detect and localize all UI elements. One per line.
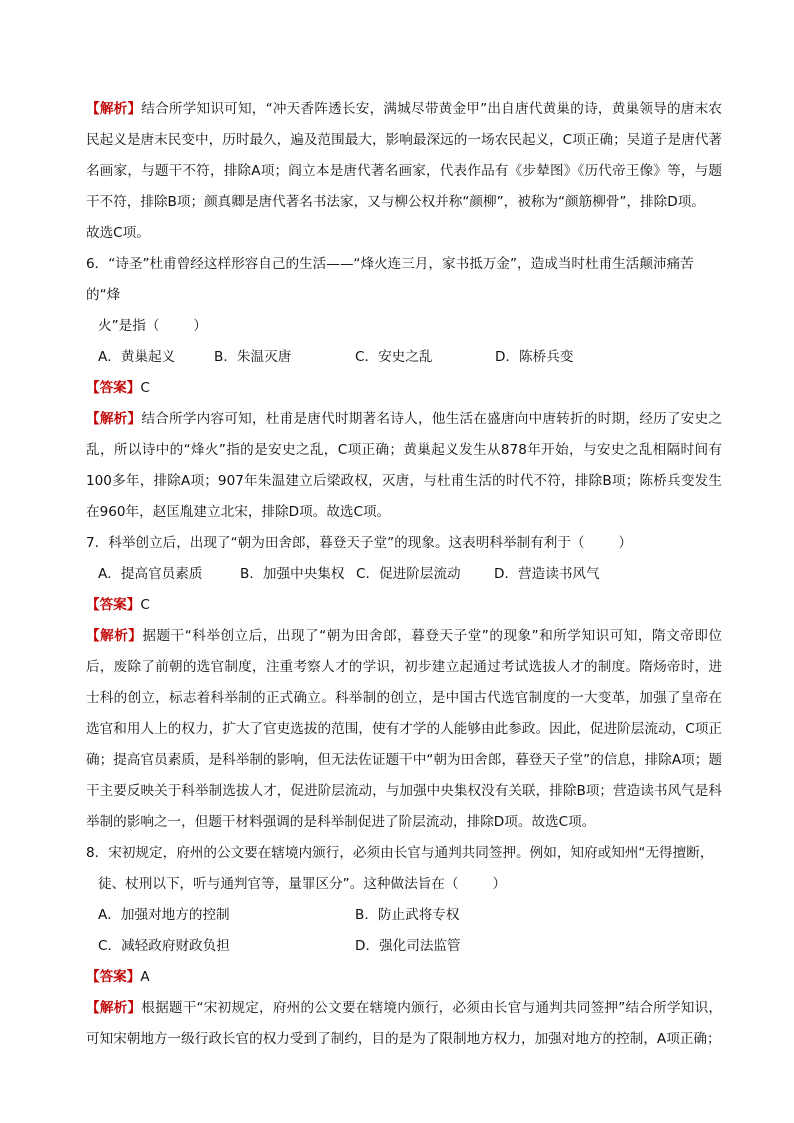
- answer-label: 【答案】: [86, 597, 141, 613]
- analysis-text-line: 画家，与题干不符，排除A项；阎立本是唐代著名画家，代表作品有《步辇图》《历代帝王像》等，与题: [99, 163, 723, 179]
- q8-option-c: C．减轻政府财政负担: [98, 938, 230, 954]
- analysis-text-line: 多年，排除A项；907年朱温建立后梁政权，灭唐，与杜甫生活的时代不符，排除B项；陈桥兵变发生在960: [86, 473, 722, 520]
- q6-analysis: [86, 404, 722, 528]
- q8-analysis: [86, 993, 722, 1055]
- q6-stem-line1: 6．“诗圣”杜甫曾经这样形容自己的生活——“烽火连三月，家书抵万金”，造成当时杜甫生活颠沛痛苦的“烽: [86, 256, 694, 303]
- q7-option-c: C．促进阶层流动: [356, 566, 461, 582]
- q7-option-b: B．加强中央集权: [240, 566, 345, 582]
- q6-stem-line2: 火”是指（: [98, 318, 160, 334]
- q6-options: [86, 342, 722, 373]
- analysis-text-line: 根据题干“宋初规定，府州的公文要在辖境内颁行，必须由长官与通判共同签押”结合所学知识，可: [86, 1000, 722, 1047]
- q8-options-row2: [86, 931, 722, 962]
- q7-stem-close: ）: [618, 535, 633, 551]
- analysis-text-line: 结合所学内容可知，杜甫是唐代时期著名诗人，他生活在盛唐向中唐转折的时期，经历了安史之: [141, 411, 722, 427]
- analysis-text-line: 据题干“科举创立后，出现了“朝为田舍郎，暮登天子堂”的现象”和所学知识可知，隋文帝即位后，: [86, 628, 723, 675]
- analysis-text-line: 提高官员素质，是科举制的影响，但无法佐证题干中“朝为田舍郎，暮登天子堂”的信息，排除A项；题干: [86, 752, 723, 799]
- q8-options-row1: [86, 900, 722, 931]
- analysis-label: 【解析】: [86, 628, 143, 644]
- q6-option-c: C．安史之乱: [355, 349, 433, 365]
- analysis-text-line: 知宋朝地方一级行政长官的权力受到了制约，目的是为了限制地方权力，加强对地方的控制，A项正确；: [99, 1031, 721, 1047]
- q6-option-b: B．朱温灭唐: [214, 349, 292, 365]
- analysis-text-line: 结合所学知识可知，“冲天香阵透长安，满城尽带黄金甲”出自唐代黄巢的诗，黄巢领导的唐末农民: [86, 101, 722, 148]
- analysis-text-line: 废除了前朝的选官制度，注重考察人才的学识，初步建立起通过考试选拔人才的制度。隋炀帝时，进士科: [86, 659, 723, 706]
- analysis-text-line: 主要反映关于科举制选拔人才，促进阶层流动，与加强中央集权没有关联，排除B项；营造读书风气是科: [99, 783, 722, 799]
- q8-stem-line1: 8．宋初规定，府州的公文要在辖境内颁行，必须由长官与通判共同签押。例如，知府或知州“无得擅断，: [86, 845, 714, 861]
- analysis-text-line: 干不符，排除B项；颜真卿是唐代著名书法家，又与柳公权并称“颜柳”，被称为“颜筋柳骨”，排除D项。: [86, 194, 705, 210]
- q8-answer-value: A: [140, 969, 150, 985]
- q7-option-a: A．提高官员素质: [98, 566, 203, 582]
- q6-stem-close: ）: [193, 318, 208, 334]
- q7-answer: [86, 590, 722, 621]
- analysis-text-line: 起义是唐末民变中，历时最久，遍及范围最大，影响最深远的一场农民起义，C项正确；吴道子是唐代著名: [86, 132, 722, 179]
- q7-analysis: [86, 621, 722, 838]
- analysis-text-line: 举制的影响之一，但题干材料强调的是科举制促进了阶层流动，排除D项。故选C项。: [86, 814, 596, 830]
- q7-options: [86, 559, 722, 590]
- analysis-text-line: 的创立，标志着科举制的正式确立。科举制的创立，是中国古代选官制度的一大变革，加强了皇帝在选官: [86, 690, 723, 737]
- answer-label: 【答案】: [86, 969, 141, 985]
- q6-answer-value: C: [140, 380, 150, 396]
- analysis-label: 【解析】: [86, 1000, 142, 1016]
- q6-stem: [86, 249, 722, 342]
- q7-stem-text: 7．科举创立后，出现了“朝为田舍郎，暮登天子堂”的现象。这表明科举制有利于（: [86, 535, 585, 551]
- analysis-text-line: 故选C项。: [86, 225, 150, 241]
- q6-option-d: D．陈桥兵变: [495, 349, 574, 365]
- q6-answer: [86, 373, 722, 404]
- answer-label: 【答案】: [86, 380, 141, 396]
- document-page: [86, 94, 722, 1055]
- q8-option-d: D．强化司法监管: [355, 938, 461, 954]
- q8-stem-close: ）: [492, 876, 507, 892]
- analysis-text-line: 年，赵匡胤建立北宋，排除D项。故选C项。: [125, 504, 391, 520]
- analysis-label: 【解析】: [86, 411, 142, 427]
- q8-option-a: A．加强对地方的控制: [98, 907, 230, 923]
- q8-stem: [86, 838, 722, 900]
- q6-option-a: A．黄巢起义: [98, 349, 176, 365]
- q5-analysis: [86, 94, 722, 249]
- analysis-text-line: 乱，所以诗中的“烽火”指的是安史之乱，C项正确；黄巢起义发生从878年开始，与安史之乱相隔时间有100: [86, 442, 722, 489]
- q7-answer-value: C: [140, 597, 150, 613]
- q7-option-d: D．营造读书风气: [494, 566, 600, 582]
- q7-stem: [86, 528, 722, 559]
- q8-option-b: B．防止武将专权: [355, 907, 460, 923]
- analysis-label: 【解析】: [86, 101, 142, 117]
- q8-answer: [86, 962, 722, 993]
- analysis-text-line: 和用人上的权力，扩大了官吏选拔的范围，使有才学的人能够由此参政。因此，促进阶层流动，C项正确；: [86, 721, 722, 768]
- q8-stem-line2: 徒、杖刑以下，听与通判官等，量罪区分”。这种做法旨在（: [98, 876, 459, 892]
